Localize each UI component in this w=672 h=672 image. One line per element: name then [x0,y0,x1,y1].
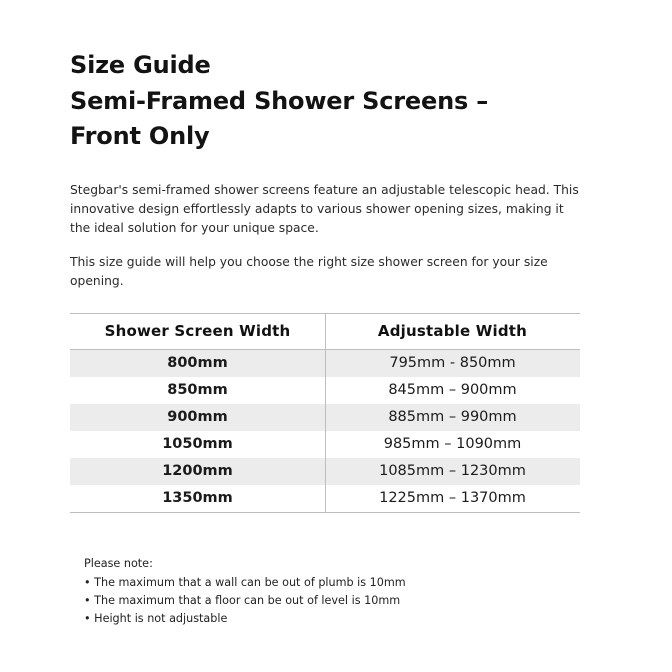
cell-adjustable-width: 845mm – 900mm [388,381,517,398]
cell-adjustable-width: 1085mm – 1230mm [325,458,580,485]
cell-screen-width: 900mm [70,404,325,431]
cell-adjustable-width: 885mm – 990mm [325,404,580,431]
cell-adjustable-width: 795mm - 850mm [325,349,580,377]
notes-title: Please note: [84,556,153,570]
intro-paragraph-1: Stegbar's semi-framed shower screens feature an adjustable telescopic head. This innovative design effortlessly adapts to various shower opening sizes, making it the ideal solution for your unique space. [70,182,579,235]
cell-adjustable-width: 1225mm – 1370mm [325,485,580,513]
cell-adjustable-width: 985mm – 1090mm [383,435,522,452]
header-shower-screen-width: Shower Screen Width [70,313,325,349]
header-adjustable-width: Adjustable Width [325,313,580,349]
table-column-divider [325,313,326,513]
intro-paragraph-2: This size guide will help you choose the right size shower screen for your size opening. [70,254,548,288]
size-table-container [70,313,580,513]
cell-screen-width: 1350mm [70,485,325,513]
page-title-line-2: Semi-Framed Shower Screens – [70,86,488,115]
cell-screen-width: 800mm [70,349,325,377]
cell-screen-width: 850mm [167,381,228,398]
cell-screen-width: 1200mm [70,458,325,485]
notes-section [70,555,602,629]
notes-list [84,574,602,628]
note-item: • The maximum that a floor can be out of level is 10mm [84,592,602,610]
page-title-line-3: Front Only [70,122,210,151]
note-item: • The maximum that a wall can be out of plumb is 10mm [84,574,602,592]
note-item: • Height is not adjustable [84,610,602,628]
cell-screen-width: 1050mm [162,435,233,452]
page-title-line-1: Size Guide [70,51,211,79]
page-title [70,48,590,155]
intro-text [70,181,582,291]
